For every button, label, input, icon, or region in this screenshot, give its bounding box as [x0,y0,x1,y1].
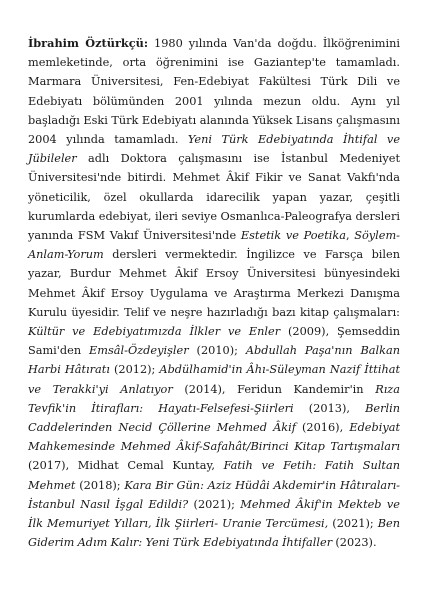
book-title: Edebiyat Mahkemesinde Mehmed Âkif-Safahât/Birinci Kitap Tartışmaları [28,421,400,454]
bio-text: (2021); [188,497,241,511]
book-title: Fatih ve Fetih: Fatih Sultan Mehmet [28,459,400,492]
bio-text: dersleri vermektedir. İngilizce ve Farsça bilen yazar, Burdur Mehmet Âkif Ersoy Üniversitesi bünyesindeki Mehmet Âkif Ersoy Uygulama ve Araştırma Merkezi Danışma Kurulu üyesidir. Telif ve neşre hazırladığı bazı kitap çalışmaları: [28,248,400,319]
bio-text: (2013), [293,401,366,415]
bio-text: (2023). [332,536,377,550]
course-title: Söylem-Anlam-Yorum [28,229,400,262]
author-name: İbrahim Öztürkçü: [28,36,148,50]
book-title: Kültür ve Edebiyatımızda İlkler ve Enler [28,325,281,339]
author-bio-paragraph [28,34,400,552]
book-title: Abdülhamid'in Âhı-Süleyman Nazif İttihat ve Terakki'yi Anlatıyor [28,363,400,396]
book-title: Mehmed Âkif'in Mekteb ve İlk Memuriyet Yılları, İlk Şiirleri- Uranie Tercümesi, [28,497,400,531]
bio-text: (2021); [328,517,378,531]
bio-text: (2009), Şemseddin Sami'den [28,325,401,358]
bio-text: 1980 yılında Van'da doğdu. İlköğrenimini memleketinde, orta öğrenimini ise Gaziantep'te tamamladı. Marmara Üniversitesi, Fen-Edebiyat Fakültesi Türk Dili ve Edebiyatı bölümünden 2001 yılında mezun oldu. Aynı yıl başladığı Eski Türk Edebiyatı alanında Yüksek Lisans çalışmasını 2004 yılında tamamladı. [28,37,400,147]
bio-text: (2016), [295,421,350,435]
book-title: Rıza Tevfik'in İtirafları: Hayatı-Felsefesi-Şiirleri [28,382,400,415]
bio-text: , [345,229,355,243]
book-title: Emsâl-Özdeyişler [89,344,189,358]
bio-text: (2012); [109,363,160,377]
book-title: Berlin Caddelerinden Necid Çöllerine Mehmed Âkif [28,401,400,435]
bio-text: (2010); [188,344,246,358]
bio-text: (2017), Midhat Cemal Kuntay, [28,459,224,473]
book-title: Kara Bir Gün: Aziz Hüdâi Akdemir'in Hâtıraları-İstanbul Nasıl İşgal Edildi? [28,478,400,511]
course-title: Estetik ve Poetika [240,229,346,243]
bio-text: (2018); [75,478,125,492]
thesis-title: Yeni Türk Edebiyatında İhtifal ve Jübileler [28,133,401,166]
bio-text: adlı Doktora çalışmasını ise İstanbul Medeniyet Üniversitesi'nde bitirdi. Mehmet Âkif Fikir ve Sanat Vakfı'nda yöneticilik, özel okullarda idarecilik yapan yazar, çeşitli kurumlarda edebiyat, ileri seviye Osmanlıca-Paleografya dersleri yanında FSM Vakıf Üniversitesi'nde [28,152,400,243]
book-title: Abdullah Paşa'nın Balkan Harbi Hâtıratı [28,344,401,377]
bio-text: (2014), Feridun Kandemir'in [172,382,376,396]
book-title: Ben Giderim Adım Kalır: Yeni Türk Edebiyatında İhtifaller [28,517,400,550]
